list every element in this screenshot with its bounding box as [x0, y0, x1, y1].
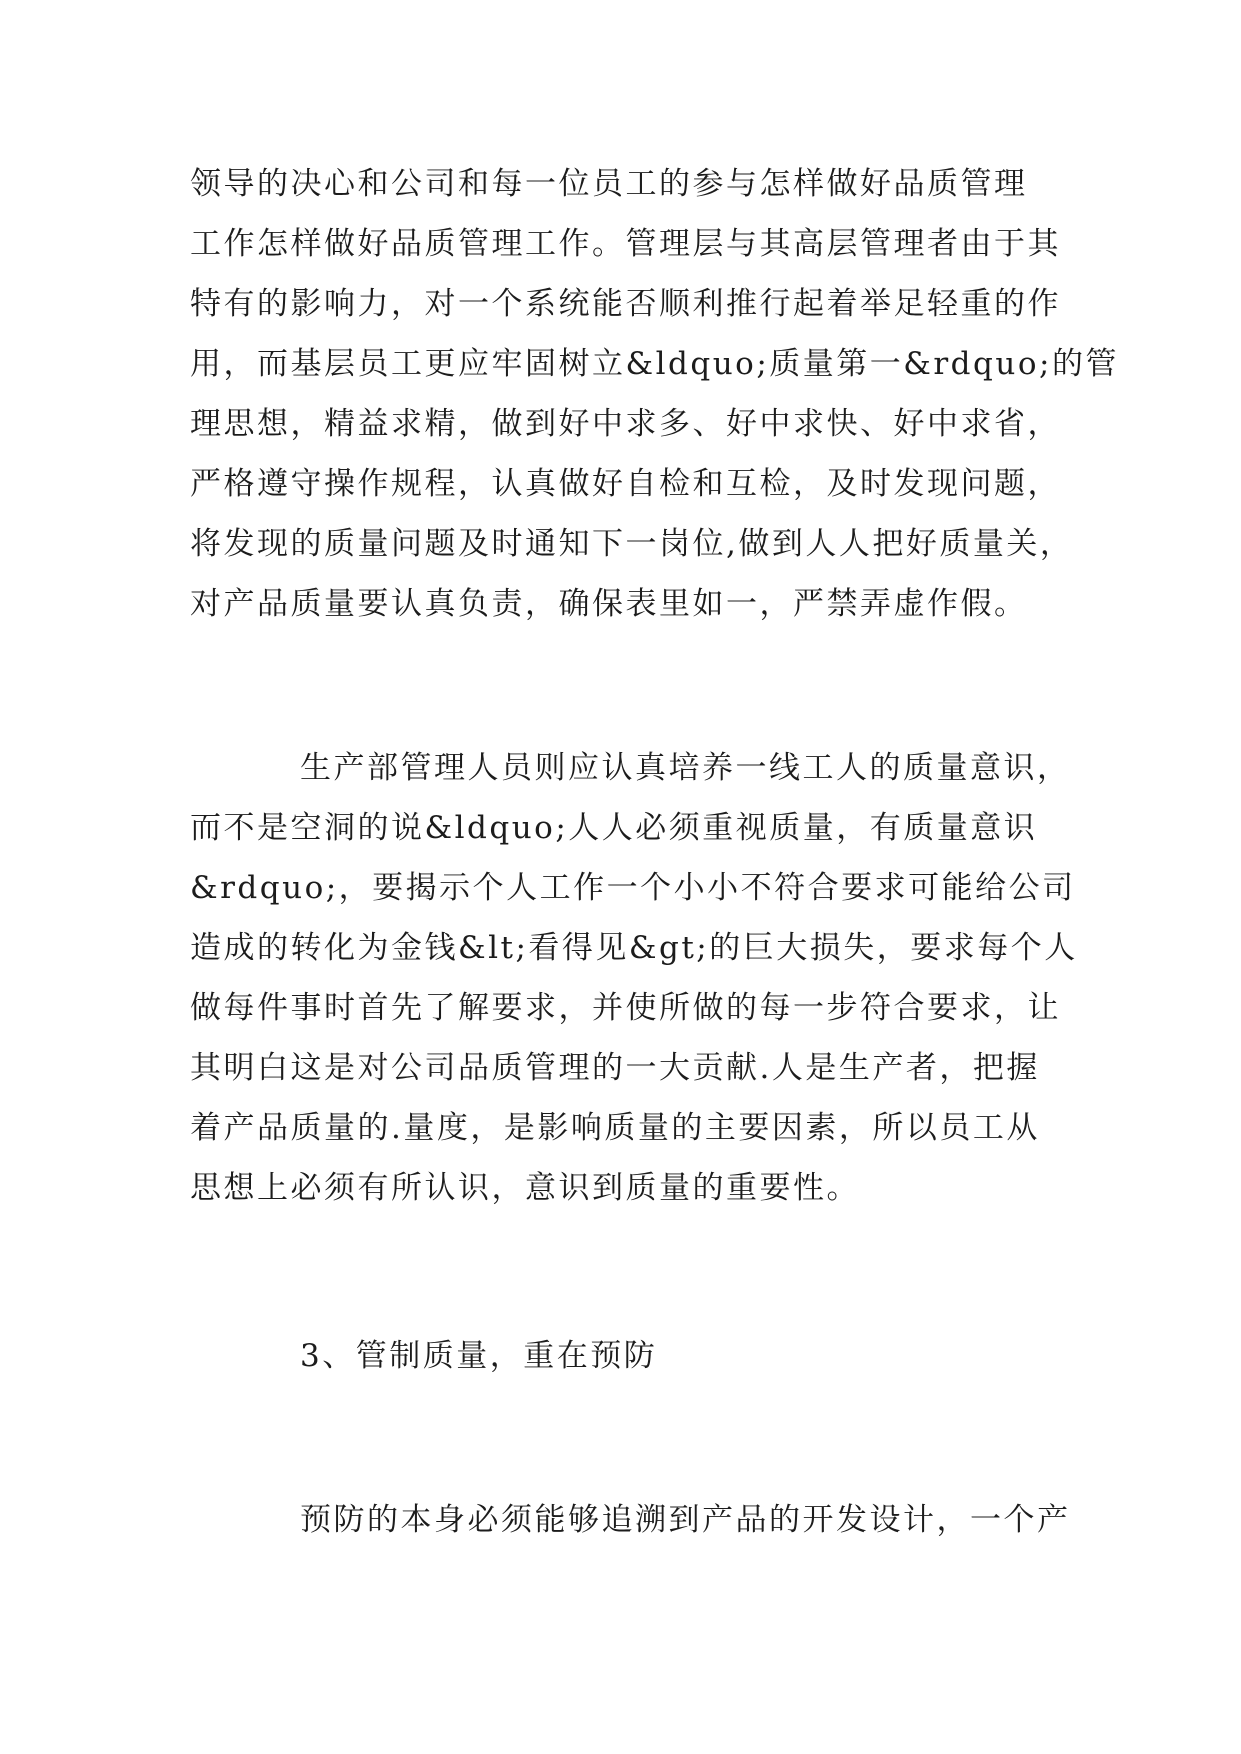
- section-heading-text: 3、管制质量，重在预防: [300, 1338, 658, 1374]
- text-line: 对产品质量要认真负责，确保表里如一，严禁弄虚作假。: [190, 586, 1028, 622]
- text-line: 工作怎样做好品质管理工作。管理层与其高层管理者由于其: [190, 226, 1061, 262]
- text-line: 特有的影响力，对一个系统能否顺利推行起着举足轻重的作: [190, 286, 1061, 322]
- text-line: 预防的本身必须能够追溯到产品的开发设计，一个产: [300, 1502, 1071, 1538]
- paragraph-prevention: [190, 1490, 1070, 1550]
- text-line: 领导的决心和公司和每一位员工的参与怎样做好品质管理: [190, 166, 1028, 202]
- text-line: 理思想，精益求精，做到好中求多、好中求快、好中求省，: [190, 406, 1061, 442]
- text-line: 造成的转化为金钱&lt;看得见&gt;的巨大损失，要求每个人: [190, 930, 1078, 966]
- text-line: 其明白这是对公司品质管理的一大贡献.人是生产者，把握: [190, 1050, 1040, 1086]
- text-line: 而不是空洞的说&ldquo;人人必须重视质量，有质量意识: [190, 810, 1038, 846]
- text-line: 思想上必须有所认识，意识到质量的重要性。: [190, 1170, 860, 1206]
- paragraph-production-management: [190, 738, 1078, 1218]
- paragraph-leadership: [190, 154, 1119, 634]
- text-line: 用，而基层员工更应牢固树立&ldquo;质量第一&rdquo;的管: [190, 346, 1119, 382]
- text-line: &rdquo;，要揭示个人工作一个小小不符合要求可能给公司: [190, 870, 1076, 906]
- text-line: 生产部管理人员则应认真培养一线工人的质量意识，: [300, 750, 1071, 786]
- text-line: 做每件事时首先了解要求，并使所做的每一步符合要求，让: [190, 990, 1061, 1026]
- text-line: 将发现的质量问题及时通知下一岗位,做到人人把好质量关，: [190, 526, 1074, 562]
- section-heading: [190, 1326, 1070, 1386]
- text-line: 严格遵守操作规程，认真做好自检和互检，及时发现问题，: [190, 466, 1061, 502]
- text-line: 着产品质量的.量度，是影响质量的主要因素，所以员工从: [190, 1110, 1040, 1146]
